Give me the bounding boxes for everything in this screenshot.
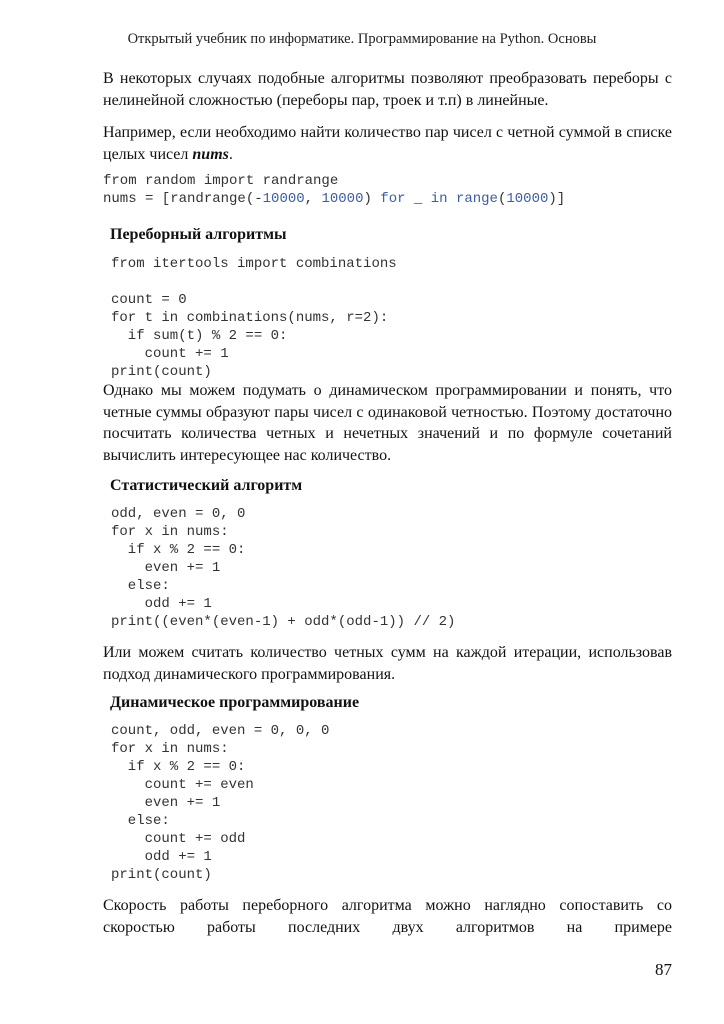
paragraph-speed-comparison: Скорость работы переборного алгоритма можно наглядно сопоставить со скоростью работы последних двух алгоритмов на примере [103, 897, 672, 936]
code-line-nums: nums = [randrange(-10000, 10000) for _ in range(10000)] [103, 191, 566, 207]
code-block-dynamic: count, odd, even = 0, 0, 0 for x in nums: if x % 2 == 0: count += even even += 1 else: count += odd odd += 1 print(count) [111, 723, 330, 883]
code-block-brute-force: from itertools import combinations count = 0 for t in combinations(nums, r=2): if sum(t) % 2 == 0: count += 1 print(count) [111, 256, 397, 380]
paragraph-example [103, 122, 672, 165]
paragraph-dynamic-idea: Однако мы можем подумать о динамическом программировании и понять, что четные суммы образуют пары чисел с одинаковой четностью. Поэтому достаточно посчитать количества четных и нечетных значений и по формуле сочетаний вычислить интересующее нас количество. [103, 382, 672, 464]
nums-variable: nums [192, 145, 229, 163]
heading-dynamic: Динамическое программирование [110, 694, 360, 711]
heading-brute-force: Переборный алгоритмы [110, 226, 287, 243]
page-number: 87 [655, 960, 672, 979]
paragraph-intro: В некоторых случаях подобные алгоритмы позволяют преобразовать переборы с нелинейной сложностью (переборы пар, троек и т.п) в линейные. [103, 70, 672, 109]
code-block-statistical: odd, even = 0, 0 for x in nums: if x % 2 == 0: even += 1 else: odd += 1 print((even*(even-1) + odd*(odd-1)) // 2) [111, 506, 456, 630]
running-header: Открытый учебник по информатике. Программирование на Python. Основы [127, 31, 597, 47]
code-block-setup [103, 172, 565, 208]
paragraph-example-text: Например, если необходимо найти количество пар чисел с четной суммой в списке целых чисел [103, 124, 672, 163]
paragraph-dynamic-intro: Или можем считать количество четных сумм на каждой итерации, использовав подход динамического программирования. [103, 644, 672, 683]
heading-statistical: Статистический алгоритм [110, 477, 303, 494]
paragraph-example-end: . [228, 145, 233, 163]
code-line-import: from random import randrange [103, 173, 339, 189]
